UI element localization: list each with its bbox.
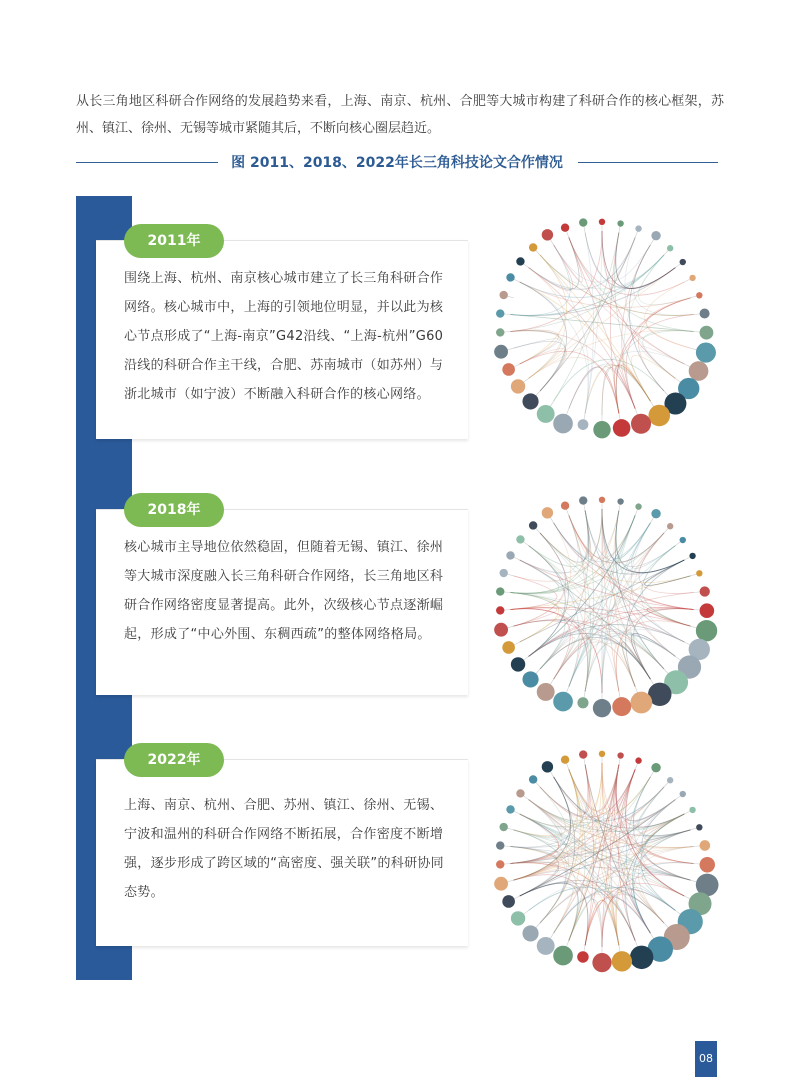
chord-diagram-2018	[477, 476, 727, 726]
chord-node	[630, 692, 652, 714]
chord-node	[700, 586, 710, 596]
chord-node	[516, 789, 524, 797]
chord-node	[651, 509, 660, 518]
chord-node	[617, 752, 623, 758]
chord-link	[585, 233, 675, 289]
chord-node	[542, 229, 553, 240]
chord-node	[506, 805, 514, 813]
chord-node	[651, 763, 660, 772]
chord-node	[496, 860, 504, 868]
chord-link	[569, 367, 619, 413]
intro-paragraph: 从长三角地区科研合作网络的发展趋势来看，上海、南京、杭州、合肥等大城市构建了科研合作的核心框架，苏州、镇江、徐州、无锡等城市紧随其后，不断向核心圈层趋近。	[76, 94, 724, 136]
chord-node	[578, 419, 589, 430]
section-text-2022: 上海、南京、杭州、合肥、苏州、镇江、徐州、无锡、宁波和温州的科研合作网络不断拓展，合作密度不断增强，逐步形成了跨区域的“高密度、强关联”的科研协同态势。	[124, 798, 444, 900]
chord-node	[612, 697, 631, 716]
chord-node	[542, 507, 553, 518]
chord-node	[579, 218, 587, 226]
chord-node	[617, 498, 623, 504]
chord-node	[680, 791, 686, 797]
chord-node	[500, 291, 508, 299]
chord-node	[613, 419, 631, 437]
chord-node	[577, 697, 588, 708]
chord-node	[700, 857, 715, 872]
chord-node	[537, 405, 555, 423]
chord-node	[592, 953, 611, 972]
chord-node	[612, 951, 632, 971]
chord-node	[522, 925, 538, 941]
chord-node	[667, 777, 673, 783]
chord-link	[554, 237, 636, 282]
chord-node	[593, 699, 611, 717]
chord-node	[496, 841, 504, 849]
chord-node	[561, 756, 569, 764]
chord-node	[696, 343, 716, 363]
chord-node	[689, 553, 695, 559]
chord-node	[502, 641, 515, 654]
chord-node	[522, 671, 538, 687]
chord-node	[630, 946, 653, 969]
section-text-2011: 围绕上海、杭州、南京核心城市建立了长三角科研合作网络。核心城市中，上海的引领地位明显，并以此为核心节点形成了“上海-南京”G42沿线、“上海-杭州”G60沿线的科研合作主干线，合肥、苏南城市（如苏州）与浙北城市（如宁波）不断融入科研合作的核心网络。	[124, 271, 444, 402]
chord-node	[553, 946, 573, 966]
chord-link	[602, 231, 675, 378]
chord-node	[516, 535, 524, 543]
chord-link	[540, 873, 690, 923]
chord-node	[689, 807, 695, 813]
chord-link	[540, 255, 589, 413]
chord-node	[529, 521, 537, 529]
chord-node	[700, 326, 714, 340]
chord-node	[700, 308, 710, 318]
chord-node	[553, 692, 573, 712]
chord-node	[494, 345, 508, 359]
chord-node	[667, 245, 673, 251]
chord-node	[689, 361, 709, 381]
chord-link	[569, 364, 651, 409]
chord-link	[529, 268, 566, 379]
chord-link	[645, 560, 691, 585]
chord-node	[635, 503, 641, 509]
chord-node	[617, 220, 623, 226]
chord-node	[500, 823, 508, 831]
chord-node	[700, 603, 715, 618]
chord-node	[500, 569, 508, 577]
chord-link	[514, 533, 566, 626]
chord-node	[696, 620, 717, 641]
chord-link	[520, 282, 691, 307]
chord-node	[579, 496, 587, 504]
chord-link	[540, 255, 664, 289]
chord-node	[496, 606, 504, 614]
chord-node	[689, 275, 695, 281]
chord-link	[615, 365, 651, 413]
chord-node	[496, 587, 504, 595]
page-number: 08	[695, 1041, 717, 1077]
chord-node	[696, 570, 702, 576]
chord-node	[680, 537, 686, 543]
chord-node	[511, 379, 525, 393]
section-text-2018: 核心城市主导地位依然稳固，但随着无锡、镇江、徐州等大城市深度融入长三角科研合作网络，长三角地区科研合作网络密度显著提高。此外，次级核心节点逐渐崛起，形成了“中心外围、东稠西疏”的整体网络格局。	[124, 540, 444, 642]
chord-node	[529, 243, 537, 251]
chord-node	[537, 937, 555, 955]
chord-link	[624, 787, 664, 941]
chord-link	[514, 769, 578, 835]
year-badge-2011: 2011年	[124, 224, 224, 258]
year-badge-2022: 2022年	[124, 743, 224, 777]
year-badge-2018: 2018年	[124, 493, 224, 527]
figure-title-row	[76, 150, 718, 176]
chord-node	[561, 224, 569, 232]
chord-node	[593, 421, 610, 438]
chord-node	[506, 551, 514, 559]
chord-node	[511, 657, 525, 671]
chord-node	[631, 414, 651, 434]
chord-node	[700, 840, 711, 851]
chord-node	[667, 523, 673, 529]
chord-node	[648, 405, 670, 427]
chord-node	[696, 824, 702, 830]
chord-node	[516, 257, 524, 265]
chord-link	[585, 511, 664, 563]
chord-node	[496, 309, 504, 317]
chord-link	[626, 560, 685, 687]
chord-node	[553, 414, 573, 434]
chord-node	[529, 775, 537, 783]
chord-link	[569, 367, 619, 413]
chord-link	[642, 546, 690, 627]
chord-node	[599, 219, 605, 225]
chord-link	[616, 233, 676, 289]
chord-diagram-2022	[477, 730, 727, 980]
chord-node	[599, 751, 605, 757]
chord-node	[635, 225, 641, 231]
chord-node	[696, 292, 702, 298]
figure-title: 图 2011、2018、2022年长三角科技论文合作情况	[231, 155, 563, 171]
chord-node	[502, 363, 515, 376]
chord-node	[542, 761, 553, 772]
figure-title-rule-left	[76, 162, 218, 163]
chord-node	[522, 393, 538, 409]
chord-node	[561, 502, 569, 510]
chord-node	[635, 757, 641, 763]
chord-node	[537, 683, 555, 701]
chord-node	[506, 273, 514, 281]
chord-diagram-2011	[477, 198, 727, 448]
chord-node	[577, 951, 589, 963]
chord-node	[494, 877, 508, 891]
chord-node	[511, 911, 525, 925]
chord-node	[579, 750, 587, 758]
figure-title-rule-right	[578, 162, 718, 163]
chord-node	[599, 497, 605, 503]
chord-link	[616, 233, 676, 289]
chord-node	[494, 623, 508, 637]
chord-node	[502, 895, 515, 908]
chord-node	[496, 328, 504, 336]
chord-link	[643, 330, 694, 378]
chord-link	[615, 365, 651, 413]
chord-node	[680, 259, 686, 265]
chord-node	[651, 231, 660, 240]
